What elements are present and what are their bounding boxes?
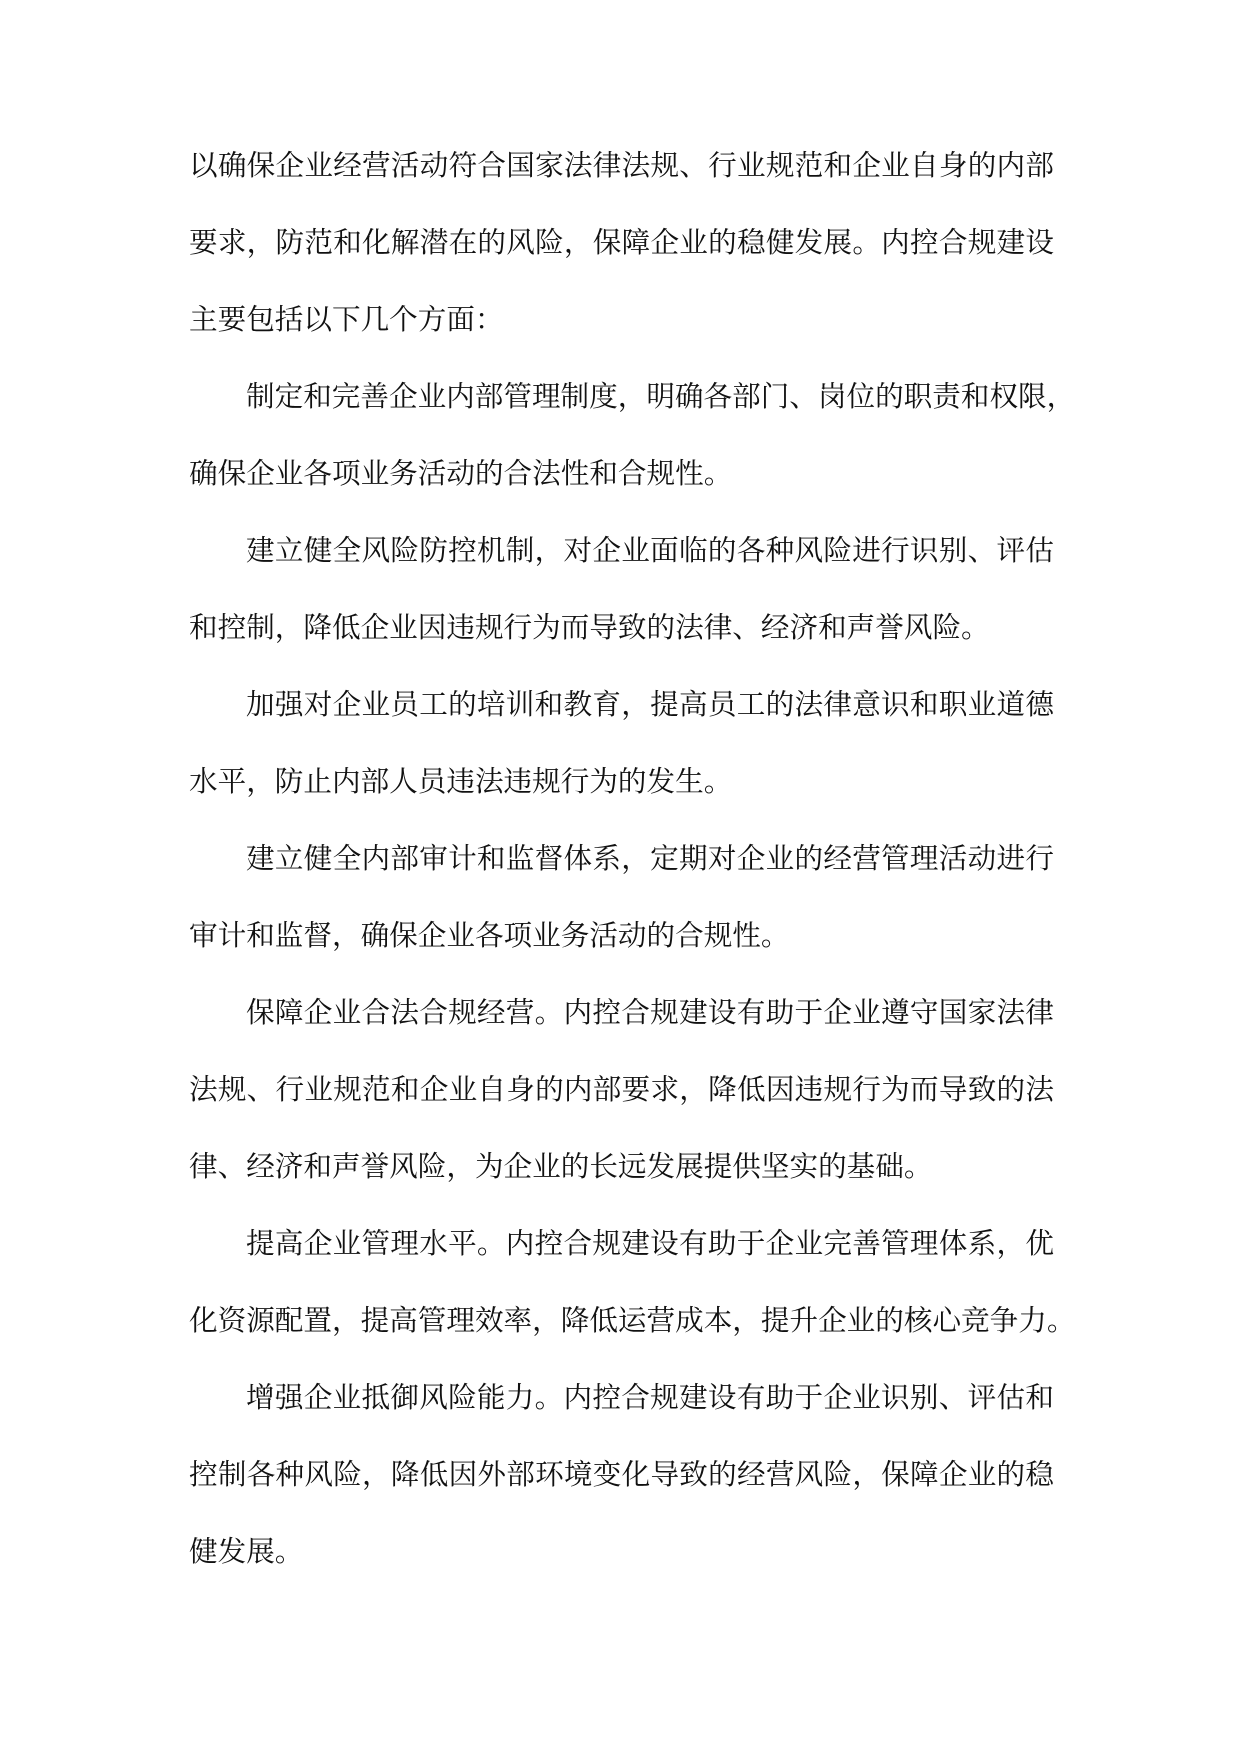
paragraph-1-line-3: 主要包括以下几个方面： bbox=[189, 302, 504, 336]
paragraph-8-line-3: 健发展。 bbox=[189, 1534, 304, 1568]
paragraph-3-line-2: 和控制，降低企业因违规行为而导致的法律、经济和声誉风险。 bbox=[189, 610, 990, 644]
paragraph-7-line-2: 化资源配置，提高管理效率，降低运营成本，提升企业的核心竞争力。 bbox=[189, 1303, 1076, 1337]
paragraph-6-line-1: 保障企业合法合规经营。内控合规建设有助于企业遵守国家法律 bbox=[246, 995, 1054, 1029]
paragraph-6-line-3: 律、经济和声誉风险，为企业的长远发展提供坚实的基础。 bbox=[189, 1149, 933, 1183]
paragraph-5-line-1: 建立健全内部审计和监督体系，定期对企业的经营管理活动进行 bbox=[246, 841, 1054, 875]
paragraph-1-line-1: 以确保企业经营活动符合国家法律法规、行业规范和企业自身的内部 bbox=[189, 148, 1054, 182]
paragraph-1-line-2: 要求，防范和化解潜在的风险，保障企业的稳健发展。内控合规建设 bbox=[189, 225, 1054, 259]
paragraph-5-line-2: 审计和监督，确保企业各项业务活动的合规性。 bbox=[189, 918, 790, 952]
paragraph-8-line-2: 控制各种风险，降低因外部环境变化导致的经营风险，保障企业的稳 bbox=[189, 1457, 1054, 1491]
paragraph-4-line-1: 加强对企业员工的培训和教育，提高员工的法律意识和职业道德 bbox=[246, 687, 1054, 721]
paragraph-3-line-1: 建立健全风险防控机制，对企业面临的各种风险进行识别、评估 bbox=[246, 533, 1054, 567]
paragraph-2-line-1: 制定和完善企业内部管理制度，明确各部门、岗位的职责和权限， bbox=[246, 379, 1076, 413]
paragraph-2-line-2: 确保企业各项业务活动的合法性和合规性。 bbox=[189, 456, 733, 490]
paragraph-4-line-2: 水平，防止内部人员违法违规行为的发生。 bbox=[189, 764, 733, 798]
paragraph-7-line-1: 提高企业管理水平。内控合规建设有助于企业完善管理体系，优 bbox=[246, 1226, 1054, 1260]
paragraph-8-line-1: 增强企业抵御风险能力。内控合规建设有助于企业识别、评估和 bbox=[246, 1380, 1054, 1414]
paragraph-6-line-2: 法规、行业规范和企业自身的内部要求，降低因违规行为而导致的法 bbox=[189, 1072, 1054, 1106]
